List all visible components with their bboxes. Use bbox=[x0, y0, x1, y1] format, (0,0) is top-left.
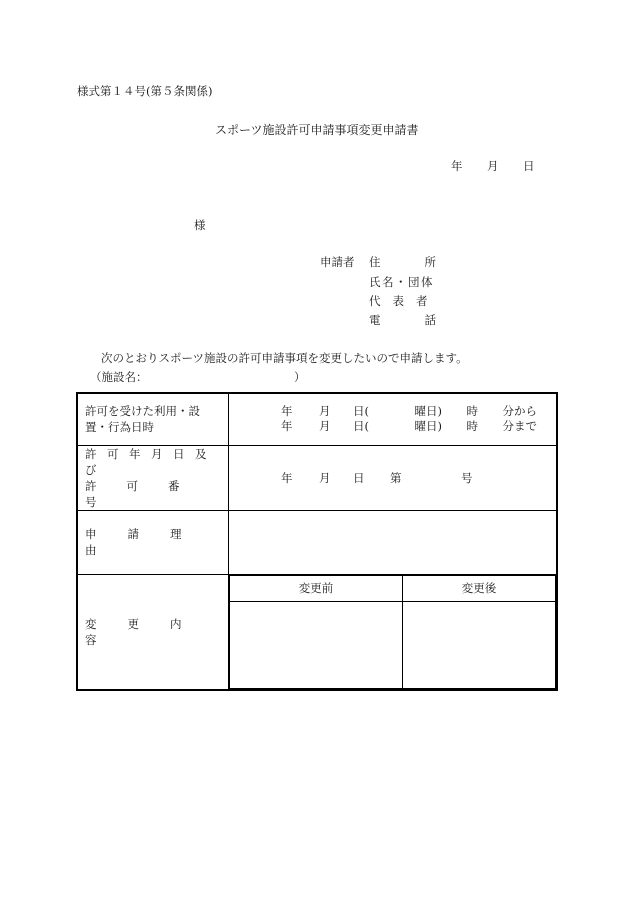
permit-date-label-cell bbox=[77, 445, 229, 510]
change-request-table bbox=[76, 392, 558, 691]
permit-date-label-line1 bbox=[85, 446, 223, 478]
change-after-header: 変更後 bbox=[403, 575, 556, 601]
permit-date-label-line2 bbox=[85, 478, 223, 510]
change-before-header: 変更前 bbox=[230, 575, 403, 601]
permit-date-line bbox=[281, 470, 556, 486]
change-content-body-row bbox=[230, 601, 556, 688]
form-number: 様式第１４号(第５条関係) bbox=[77, 84, 213, 98]
change-content-label: 変更内容 bbox=[85, 616, 213, 647]
applicant-name-label bbox=[369, 275, 439, 289]
applicant-label: 申請者 bbox=[320, 255, 355, 269]
applicant-phone-text: 電話 bbox=[369, 313, 480, 327]
statement-text: 次のとおりスポーツ施設の許可申請事項を変更したいので申請します。 bbox=[101, 351, 468, 365]
permit-day: 日 bbox=[353, 470, 365, 485]
table-row-schedule bbox=[77, 393, 557, 445]
permit-date-label-line2-text: 許可番号 bbox=[85, 478, 210, 509]
form-title: スポーツ施設許可申請事項変更申請書 bbox=[215, 123, 419, 137]
schedule-to-hour: 時 bbox=[466, 419, 478, 434]
facility-name-close: ） bbox=[294, 370, 306, 384]
schedule-label-line2: 置・行為日時 bbox=[85, 420, 154, 435]
schedule-from-line bbox=[281, 404, 556, 419]
permit-date-label-line1-text: 許可年月日及び bbox=[85, 446, 217, 477]
schedule-label-cell bbox=[77, 393, 229, 445]
change-content-inner-table bbox=[229, 575, 556, 689]
permit-number-suffix: 号 bbox=[461, 470, 473, 485]
date-month-label: 月 bbox=[487, 159, 499, 173]
applicant-representative-text: 代表者 bbox=[369, 294, 440, 308]
applicant-phone-label bbox=[369, 313, 480, 327]
reason-value-cell[interactable] bbox=[229, 510, 558, 574]
facility-name-open: （施設名： bbox=[90, 370, 148, 384]
schedule-from-year: 年 bbox=[281, 404, 293, 419]
table-row-permit-date bbox=[77, 445, 557, 510]
date-year-label: 年 bbox=[451, 159, 463, 173]
schedule-from-month: 月 bbox=[319, 404, 331, 419]
schedule-to-day: 日( bbox=[353, 419, 369, 434]
schedule-to-suffix: 分まで bbox=[502, 419, 537, 434]
addressee-honorific: 様 bbox=[194, 218, 206, 232]
schedule-to-month: 月 bbox=[319, 419, 331, 434]
schedule-to-line bbox=[281, 419, 556, 434]
schedule-label-line1: 許可を受けた利用・設 bbox=[85, 404, 200, 419]
permit-year: 年 bbox=[281, 470, 293, 485]
date-day-label: 日 bbox=[523, 159, 535, 173]
schedule-from-suffix: 分から bbox=[502, 404, 537, 419]
schedule-from-hour: 時 bbox=[466, 404, 478, 419]
applicant-address-text: 住所 bbox=[369, 255, 480, 269]
reason-label-cell bbox=[77, 510, 229, 574]
change-content-value-cell bbox=[229, 574, 558, 690]
applicant-name-text: 氏名・団体 bbox=[369, 275, 434, 289]
schedule-value-cell[interactable] bbox=[229, 393, 558, 445]
change-before-cell[interactable] bbox=[230, 601, 403, 688]
permit-date-value-cell[interactable] bbox=[229, 445, 558, 510]
change-content-header-row bbox=[230, 575, 556, 601]
schedule-to-year: 年 bbox=[281, 419, 293, 434]
change-after-cell[interactable] bbox=[403, 601, 556, 688]
applicant-address-label bbox=[369, 255, 480, 269]
permit-month: 月 bbox=[319, 470, 331, 485]
reason-label: 申請理由 bbox=[85, 527, 213, 557]
schedule-from-day: 日( bbox=[353, 404, 369, 419]
table-row-reason bbox=[77, 510, 557, 574]
schedule-to-weekday: 曜日) bbox=[414, 419, 442, 434]
table-row-change-content bbox=[77, 574, 557, 690]
schedule-from-weekday: 曜日) bbox=[414, 404, 442, 419]
permit-number-prefix: 第 bbox=[390, 470, 402, 485]
applicant-representative-label bbox=[369, 294, 439, 308]
change-content-label-cell bbox=[77, 574, 229, 690]
